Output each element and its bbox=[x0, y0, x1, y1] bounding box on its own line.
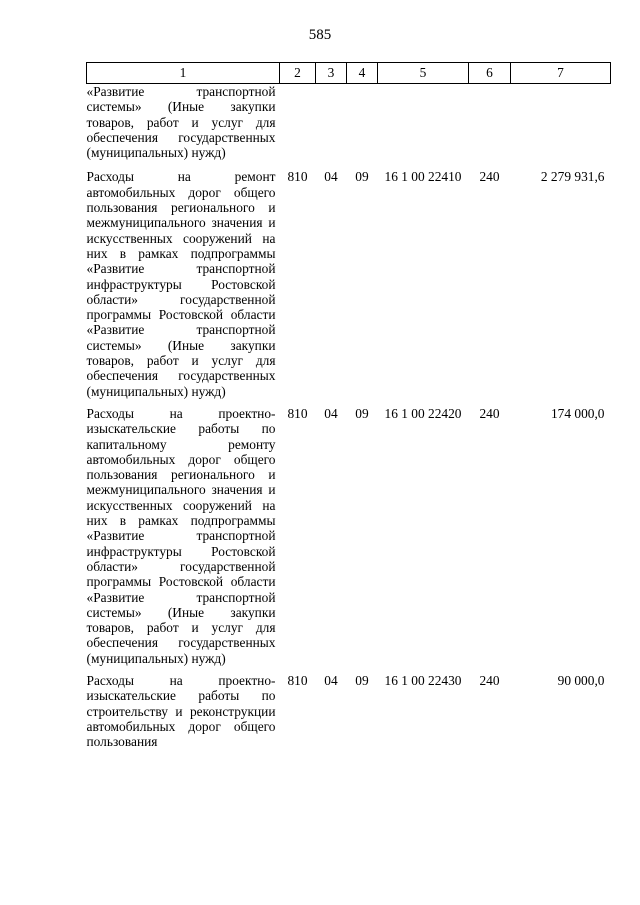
row-ministry-code bbox=[280, 84, 316, 170]
row-ministry-code: 810 bbox=[287, 672, 308, 688]
row-section-code: 04 bbox=[324, 169, 338, 185]
row-subsection-code: 09 bbox=[355, 169, 369, 185]
row-description: Расходы на проектно-изыскательские работы по строительству и реконструкции автомобильных дорог общего пользования bbox=[86, 672, 276, 750]
row-description: «Развитие транспортной системы» (Иные закупки товаров, работ и услуг для обеспечения государственных (муниципальных) нужд) bbox=[86, 84, 276, 161]
row-description: Расходы на ремонт автомобильных дорог общего пользования регионального и межмуниципального значения и искусственных сооружений на них в рамках подпрограммы «Развитие транспортной инфраструктуры Ростовской области» государственной программы Ростовской области «Развитие транспортной системы» (Иные закупки товаров, работ и услуг для обеспечения государственных (муниципальных) нужд) bbox=[86, 169, 276, 399]
row-amount: 90 000,0 bbox=[557, 672, 605, 688]
row-amount: 2 279 931,6 bbox=[540, 169, 605, 185]
row-description: Расходы на проектно-изыскательские работы по капитальному ремонту автомобильных дорог общего пользования регионального и межмуниципального значения и искусственных сооружений на них в рамках подпрограммы «Развитие транспортной инфраструктуры Ростовской области» государственной программы Ростовской области «Развитие транспортной системы» (Иные закупки товаров, работ и услуг для обеспечения государственных (муниципальных) нужд) bbox=[86, 405, 276, 666]
table-row bbox=[87, 169, 611, 405]
row-subsection-code: 09 bbox=[355, 405, 369, 421]
row-target-article: 16 1 00 22420 bbox=[384, 405, 462, 421]
column-header-4: 4 bbox=[347, 63, 378, 84]
budget-table bbox=[86, 62, 611, 756]
column-header-5: 5 bbox=[378, 63, 469, 84]
column-header-7: 7 bbox=[511, 63, 611, 84]
row-section-code bbox=[316, 84, 347, 170]
row-expense-type: 240 bbox=[479, 672, 500, 688]
row-amount: 174 000,0 bbox=[550, 405, 605, 421]
row-section-code: 04 bbox=[324, 672, 338, 688]
row-subsection-code: 09 bbox=[355, 672, 369, 688]
row-section-code: 04 bbox=[324, 405, 338, 421]
row-expense-type: 240 bbox=[479, 405, 500, 421]
column-header-1: 1 bbox=[87, 63, 280, 84]
row-expense-type bbox=[469, 84, 511, 170]
page-number: 585 bbox=[308, 27, 332, 43]
row-subsection-code bbox=[347, 84, 378, 170]
row-target-article bbox=[378, 84, 469, 170]
row-ministry-code: 810 bbox=[287, 405, 308, 421]
table-row bbox=[87, 406, 611, 673]
row-expense-type: 240 bbox=[479, 169, 500, 185]
table-row bbox=[87, 84, 611, 170]
table-row bbox=[87, 673, 611, 756]
header-row bbox=[87, 63, 611, 84]
column-header-2: 2 bbox=[280, 63, 316, 84]
row-ministry-code: 810 bbox=[287, 169, 308, 185]
row-target-article: 16 1 00 22410 bbox=[384, 169, 462, 185]
row-target-article: 16 1 00 22430 bbox=[384, 672, 462, 688]
row-amount bbox=[511, 84, 611, 170]
column-header-3: 3 bbox=[316, 63, 347, 84]
column-header-6: 6 bbox=[469, 63, 511, 84]
